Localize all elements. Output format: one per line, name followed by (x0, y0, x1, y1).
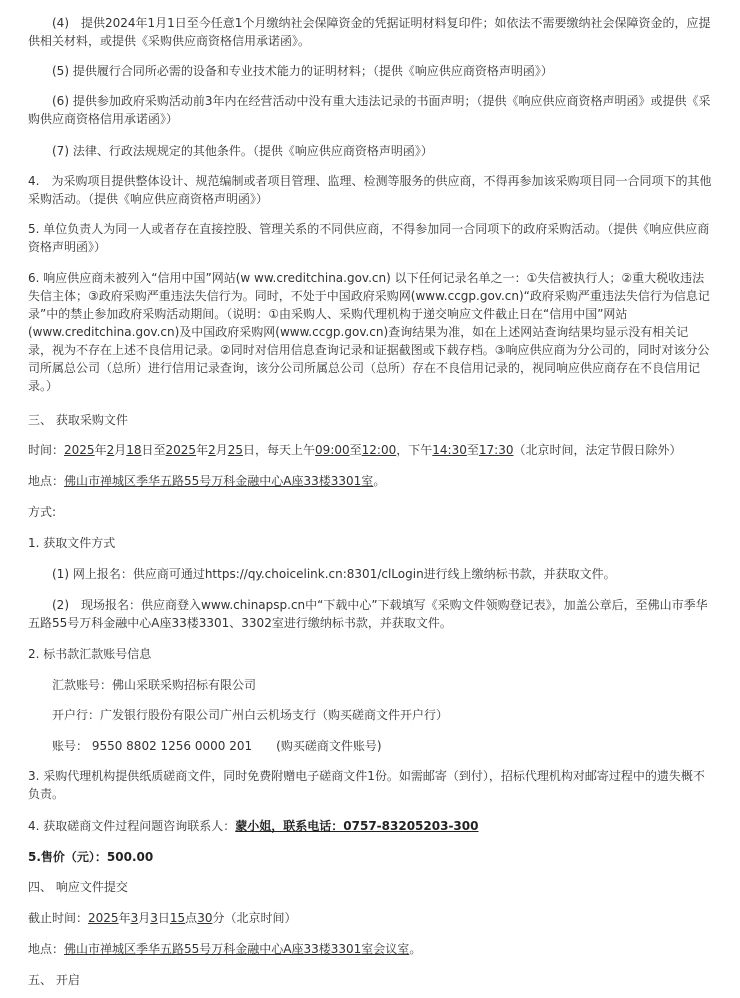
account-bank: 开户行：广发银行股份有限公司广州白云机场支行（购买磋商文件开户行） (52, 708, 449, 722)
item-5-same-responsible: 5. 单位负责人为同一人或者存在直接控股、管理关系的不同供应商，不得参加同一合同项下的政府采购活动。（提供《响应供应商资格声明函》） (28, 222, 710, 254)
deadline-line: 截止时间：2025年3月3日15点30分（北京时间） (28, 911, 297, 925)
section-3-heading: 三、 获取采购文件 (28, 413, 128, 427)
method-1-heading: 1. 获取文件方式 (28, 536, 116, 550)
place2-value: 佛山市禅城区季华五路55号万科金融中心A座33楼3301室会议室 (64, 942, 410, 956)
method-3-paper-docs: 3. 采购代理机构提供纸质磋商文件，同时免费附赠电子磋商文件1份。如需邮寄（到付），招标代理机构对邮寄过程中的遗失概不负责。 (28, 769, 705, 801)
place-line: 地点：佛山市禅城区季华五路55号万科金融中心A座33楼3301室。 (28, 474, 386, 488)
para-5-equipment: (5) 提供履行合同所必需的设备和专业技术能力的证明材料；（提供《响应供应商资格声明函》） (52, 64, 553, 78)
account-name: 汇款账号：佛山采联采购招标有限公司 (52, 678, 257, 692)
method-4-contact: 4. 获取磋商文件过程问题咨询联系人：蒙小姐，联系电话：0757-83205203-300 (28, 819, 479, 833)
method-5-price: 5.售价（元）：500.00 (28, 850, 154, 864)
method-label: 方式: (28, 505, 57, 519)
price-value: 售价（元）：500.00 (40, 850, 154, 864)
place2-line: 地点：佛山市禅城区季华五路55号万科金融中心A座33楼3301室会议室。 (28, 942, 422, 956)
method-1b-onsite: (2) 现场报名：供应商登入www.chinapsp.cn中“下载中心”下载填写《采购文件领购登记表》，加盖公章后，至佛山市季华五路55号万科金融中心A座33楼3301、3302室进行缴纳标书款，并获取文件。 (28, 598, 708, 630)
method-1a-online: (1) 网上报名：供应商可通过https://qy.choicelink.cn:8301/clLogin进行线上缴纳标书款，并获取文件。 (52, 567, 616, 581)
item-4-design-services: 4. 为采购项目提供整体设计、规范编制或者项目管理、监理、检测等服务的供应商，不得再参加该采购项目同一合同项下的其他采购活动。（提供《响应供应商资格声明函》） (28, 174, 712, 206)
para-6-no-violation: (6) 提供参加政府采购活动前3年内在经营活动中没有重大违法记录的书面声明；（提供《响应供应商资格声明函》或提供《采购供应商资格信用承诺函》） (28, 94, 711, 126)
section-5-heading: 五、 开启 (28, 973, 80, 987)
account-number: 账号： 9550 8802 1256 0000 201 (购买磋商文件账号) (52, 739, 382, 753)
para-4-social-security: (4) 提供2024年1月1日至今任意1个月缴纳社会保障资金的凭据证明材料复印件；如依法不需要缴纳社会保障资金的，应提供相关材料，或提供《采购供应商资格信用承诺函》。 (28, 16, 711, 48)
place-value: 佛山市禅城区季华五路55号万科金融中心A座33楼3301室 (64, 474, 374, 488)
method-2-heading: 2. 标书款汇款账号信息 (28, 647, 152, 661)
para-7-other-conditions: (7) 法律、行政法规规定的其他条件。（提供《响应供应商资格声明函》） (52, 144, 433, 158)
section-4-heading: 四、 响应文件提交 (28, 880, 128, 894)
time-line: 时间：2025年2月18日至2025年2月25日，每天上午09:00至12:00，下午14:30至17:30（北京时间，法定节假日除外） (28, 443, 682, 457)
contact-value: 蒙小姐，联系电话：0757-83205203-300 (235, 819, 479, 833)
item-6-credit-record: 6. 响应供应商未被列入“信用中国”网站(w ww.creditchina.gov.cn) 以下任何记录名单之一：①失信被执行人；②重大税收违法失信主体；③政府采购严重违法失信行为。同时，不处于中国政府采购网(www.ccgp.gov.cn)“政府采购严重违法失信行为信息记录”中的禁止参加政府采购活动期间。（说明：①由采购人、采购代理机构于递交响应文件截止日在“信用中国”网站(www.creditchina.gov.cn)及中国政府采购网(www.ccgp.gov.cn)查询结果为准，如在上述网站查询结果均显示没有相关记录，视为不存在上述不良信用记录。②同时对信用信息查询记录和证据截图或下载存档。③响应供应商为分公司的，同时对该分公司所属总公司（总所）进行信用记录查询，该分公司所属总公司（总所）存在不良信用记录的，视同响应供应商存在不良信用记录。） (28, 271, 710, 393)
